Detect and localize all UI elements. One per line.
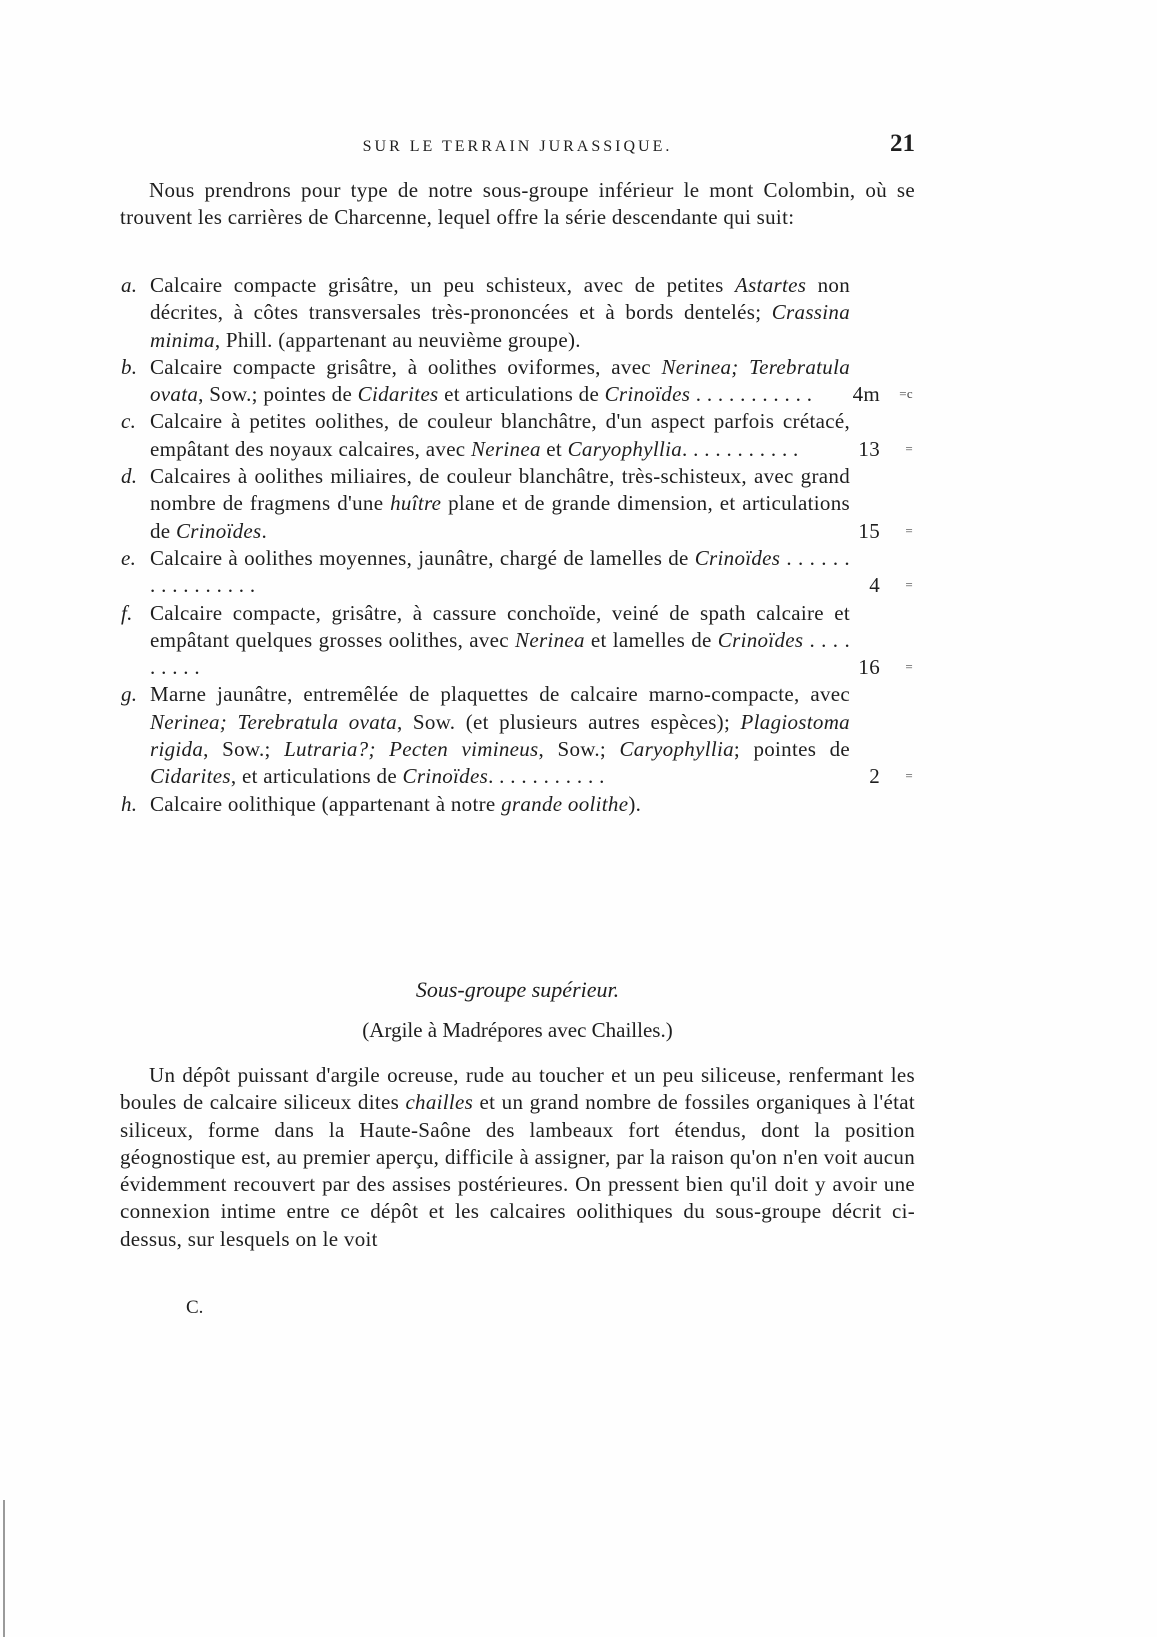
signature-mark: C.	[186, 1297, 204, 1318]
italic-term: chailles	[405, 1090, 474, 1115]
page-header	[120, 130, 915, 166]
layer-item	[120, 463, 915, 545]
layer-mark: =	[905, 522, 913, 538]
italic-term: Crinoïdes	[604, 382, 691, 407]
page-edge-line	[3, 1500, 5, 1637]
italic-term: Nerinea	[515, 627, 585, 652]
italic-term: grande oolithe	[501, 791, 629, 816]
text-run: . . . . . . . . . . . . . . . .	[150, 545, 850, 598]
layer-thickness: 15	[858, 518, 880, 543]
italic-term: huître	[390, 491, 442, 516]
text-run: . . . . . . . . . . .	[682, 436, 799, 461]
text-run: et	[540, 436, 568, 461]
text-run: , Sow.;	[203, 737, 285, 762]
text-run: . . . . . . . . .	[150, 627, 850, 680]
text-run: Calcaire à petites oolithes, de couleur blanchâtre, d'un aspect parfois crétacé, empâtant des noyaux calcaires, avec	[150, 409, 850, 461]
italic-term: Cidarites	[150, 764, 231, 789]
italic-term: Plagiostoma rigida	[150, 709, 850, 762]
italic-term: Crinoïdes	[694, 545, 781, 570]
text-run: Calcaire compacte grisâtre, à oolithes oviformes, avec	[150, 354, 662, 379]
italic-term: Astartes	[734, 273, 807, 297]
layer-letter: a.	[121, 273, 138, 297]
text-run: Calcaire compacte, grisâtre, à cassure conchoïde, veiné de spath calcaire et empâtant quelques grosses oolithes, avec	[150, 600, 850, 652]
layer-item	[120, 272, 915, 354]
intro-paragraph: Nous prendrons pour type de notre sous-groupe inférieur le mont Colombin, où se trouvent les carrières de Charcenne, lequel offre la série descendante qui suit:	[120, 178, 915, 230]
text-run: , Sow.; pointes de	[198, 382, 358, 407]
text-run: ).	[628, 791, 642, 816]
layer-item	[120, 600, 915, 682]
text-run: et articulations de	[438, 382, 605, 407]
text-run: et un grand nombre de fossiles organiques à l'état siliceux, forme dans la Haute-Saône des lambeaux fort étendus, dont la position géognostique est, au premier aperçu, difficile à assigner, par la raison qu'on n'en voit aucun évidemment recouvert par des assises postérieures. On pressent bien qu'il doit y avoir une connexion intime entre ce dépôt et les calcaires oolithiques du sous-groupe décrit ci-dessus, sur lesquels on le voit	[120, 1090, 916, 1251]
layer-description	[150, 601, 850, 680]
italic-term: Cidarites	[357, 382, 439, 407]
text-run: . . . . . . . . . . .	[690, 382, 813, 407]
layer-item	[120, 354, 915, 409]
layer-letter: h.	[121, 791, 138, 816]
text-run: non décrites, à côtes transversales très-prononcées et à bords dentelés;	[150, 273, 850, 325]
layer-letter: b.	[121, 354, 138, 379]
layer-letter: g.	[121, 682, 138, 707]
page-number: 21	[890, 130, 915, 157]
layer-description	[150, 546, 850, 597]
layer-item	[120, 681, 915, 790]
running-head: SUR LE TERRAIN JURASSIQUE.	[362, 138, 673, 155]
italic-term: Nerinea; Terebratula ovata	[150, 709, 397, 734]
text-run: Calcaire compacte grisâtre, un peu schisteux, avec de petites	[150, 273, 735, 297]
layer-mark: =	[905, 768, 913, 784]
layer-mark: =	[905, 440, 913, 456]
layer-item	[120, 545, 915, 600]
text-run: Calcaires à oolithes miliaires, de couleur blanchâtre, très-schisteux, avec grand nombre de fragmens d'une	[150, 464, 850, 516]
text-run: Un dépôt puissant d'argile ocreuse, rude au toucher et un peu siliceuse, renfermant les boules de calcaire siliceux dites	[120, 1063, 915, 1115]
layer-description	[150, 464, 850, 543]
italic-term: Caryophyllia	[619, 737, 734, 762]
italic-term: Crinoïdes	[717, 627, 804, 652]
text-run: Calcaire à oolithes moyennes, jaunâtre, chargé de lamelles de	[150, 545, 695, 570]
text-run: , Sow.;	[538, 737, 620, 762]
text-run: ; pointes de	[733, 737, 851, 762]
layer-item	[120, 408, 915, 463]
layer-letter: c.	[121, 409, 137, 434]
layer-thickness: 4	[869, 573, 880, 598]
italic-term: Crassina minima	[150, 300, 850, 352]
text-run: Calcaire oolithique (appartenant à notre	[150, 791, 502, 816]
text-run: Marne jaunâtre, entremêlée de plaquettes de calcaire marno-compacte, avec	[150, 682, 850, 707]
italic-term: Nerinea	[470, 436, 541, 461]
closing-paragraph	[120, 1062, 915, 1253]
italic-term: Caryophyllia	[567, 436, 683, 461]
layer-list	[120, 272, 915, 818]
layer-item	[120, 791, 915, 818]
italic-term: Lutraria?; Pecten vimineus	[284, 737, 539, 762]
text-run: , et articulations de	[230, 764, 403, 789]
italic-term: Nerinea; Terebratula ovata	[150, 354, 850, 407]
layer-mark: =c	[899, 386, 913, 402]
layer-thickness: 13	[858, 436, 880, 461]
layer-description	[150, 682, 850, 788]
layer-letter: f.	[121, 600, 133, 625]
italic-term: Crinoïdes	[175, 518, 262, 543]
text-run: plane et de grande dimension, et articulations de	[150, 491, 850, 543]
layer-description	[150, 792, 641, 816]
layer-description	[150, 355, 850, 406]
text-run: et lamelles de	[584, 627, 718, 652]
layer-thickness: 4m	[852, 382, 880, 407]
italic-term: Crinoïdes	[402, 764, 489, 789]
text-run: .	[261, 518, 268, 543]
layer-thickness: 16	[858, 655, 880, 680]
layer-thickness: 2	[869, 764, 880, 789]
text-run: . . . . . . . . . . .	[488, 764, 605, 789]
text-run: , Phill. (appartenant au neuvième groupe).	[214, 327, 581, 352]
layer-letter: e.	[121, 545, 137, 570]
layer-description	[150, 409, 850, 460]
layer-description	[150, 273, 850, 352]
layer-mark: =	[905, 659, 913, 675]
section-title: Sous-groupe supérieur.	[415, 977, 620, 1002]
section-subtitle: (Argile à Madrépores avec Chailles.)	[362, 1018, 673, 1042]
layer-letter: d.	[121, 464, 138, 489]
text-run: , Sow. (et plusieurs autres espèces);	[396, 709, 741, 734]
layer-mark: =	[905, 577, 913, 593]
